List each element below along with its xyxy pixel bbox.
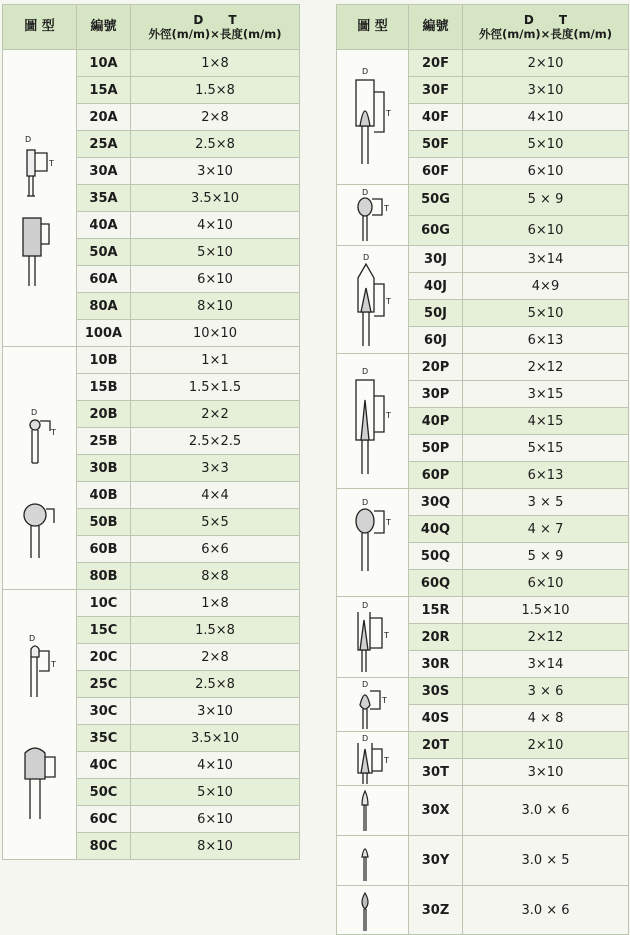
item-code: 20F	[409, 50, 463, 77]
diagram-d-label: D	[361, 367, 368, 376]
item-code: 40A	[77, 212, 131, 239]
item-size: 3.0 × 5	[463, 836, 629, 886]
item-size: 1.5×10	[463, 597, 629, 624]
item-code: 40J	[409, 273, 463, 300]
item-size: 3×10	[463, 759, 629, 786]
diagram-d-label: D	[28, 634, 35, 643]
shape-group-q	[337, 489, 409, 597]
item-code: 15B	[77, 374, 131, 401]
item-size: 3×3	[131, 455, 300, 482]
drill-bit-ball-icon	[5, 353, 75, 583]
item-code: 50G	[409, 185, 463, 216]
diagram-d-label: D	[361, 497, 368, 507]
diagram-d-label: D	[361, 601, 368, 610]
item-code: 20T	[409, 732, 463, 759]
item-code: 30J	[409, 246, 463, 273]
drill-bit-cylinder-icon	[5, 58, 75, 338]
drill-bit-pointed-icon	[338, 356, 408, 486]
item-size: 2×12	[463, 354, 629, 381]
diagram-t-label: T	[50, 660, 56, 669]
item-size: 5×10	[131, 779, 300, 806]
item-code: 60A	[77, 266, 131, 293]
diagram-d-label: D	[361, 188, 368, 197]
item-code: 40F	[409, 104, 463, 131]
item-size: 2.5×8	[131, 131, 300, 158]
item-size: 8×8	[131, 563, 300, 590]
item-code: 50Q	[409, 543, 463, 570]
diagram-d-label: D	[30, 408, 37, 417]
item-size: 2×8	[131, 104, 300, 131]
diagram-d-label: D	[24, 135, 31, 144]
shape-group-c	[3, 590, 77, 860]
header-size	[131, 5, 300, 50]
header-code: 編號	[77, 5, 131, 50]
item-size: 2×2	[131, 401, 300, 428]
item-code: 10A	[77, 50, 131, 77]
header-shape: 圖 型	[337, 5, 409, 50]
item-size: 1×8	[131, 50, 300, 77]
item-code: 25C	[77, 671, 131, 698]
item-size: 3.0 × 6	[463, 886, 629, 935]
header-d: D	[523, 13, 534, 27]
item-size: 6×13	[463, 327, 629, 354]
item-size: 2×10	[463, 732, 629, 759]
header-shape: 圖 型	[3, 5, 77, 50]
item-code: 20C	[77, 644, 131, 671]
item-size: 4 × 8	[463, 705, 629, 732]
item-code: 60B	[77, 536, 131, 563]
item-size: 3 × 6	[463, 678, 629, 705]
shape-x	[337, 786, 409, 836]
shape-group-j	[337, 246, 409, 354]
item-code: 20P	[409, 354, 463, 381]
drill-bit-cone-icon	[338, 248, 408, 352]
item-size: 4×10	[463, 104, 629, 131]
diagram-t-label: T	[385, 296, 391, 306]
header-size	[463, 5, 629, 50]
item-code: 30Y	[409, 836, 463, 886]
item-size: 3.5×10	[131, 725, 300, 752]
spec-table-left	[2, 4, 300, 860]
item-size: 2×10	[463, 50, 629, 77]
drill-bit-rounded-icon	[5, 597, 75, 852]
diagram-t-label: T	[50, 428, 56, 437]
header-code: 編號	[409, 5, 463, 50]
shape-group-a	[3, 50, 77, 347]
item-size: 3.5×10	[131, 185, 300, 212]
item-code: 40P	[409, 408, 463, 435]
drill-bit-tree-icon	[338, 733, 408, 785]
item-code: 80A	[77, 293, 131, 320]
item-size: 3×14	[463, 651, 629, 678]
item-size: 4×10	[131, 752, 300, 779]
diagram-t-label: T	[385, 517, 391, 527]
item-size: 1×1	[131, 347, 300, 374]
spec-table-right	[336, 4, 629, 935]
item-code: 80C	[77, 833, 131, 860]
item-size: 2×8	[131, 644, 300, 671]
item-code: 30A	[77, 158, 131, 185]
drill-bit-oval-icon	[338, 491, 408, 595]
drill-bit-egg-icon	[338, 185, 408, 245]
shape-group-s	[337, 678, 409, 732]
item-code: 60G	[409, 215, 463, 246]
item-code: 10C	[77, 590, 131, 617]
drill-bit-needle-icon	[338, 787, 408, 835]
header-size-label: 外徑(m/m)×長度(m/m)	[148, 27, 282, 41]
item-size: 5×15	[463, 435, 629, 462]
item-size: 4×9	[463, 273, 629, 300]
header-size-label: 外徑(m/m)×長度(m/m)	[479, 27, 612, 41]
shape-group-f	[337, 50, 409, 185]
item-size: 1.5×1.5	[131, 374, 300, 401]
item-size: 3×10	[131, 158, 300, 185]
item-size: 3×10	[131, 698, 300, 725]
drill-bit-flame-icon	[338, 52, 408, 182]
item-code: 60Q	[409, 570, 463, 597]
shape-group-g	[337, 185, 409, 246]
item-size: 6×10	[463, 158, 629, 185]
drill-bit-flame-tip-icon	[338, 887, 408, 933]
item-code: 60C	[77, 806, 131, 833]
item-code: 30B	[77, 455, 131, 482]
item-size: 4×10	[131, 212, 300, 239]
item-code: 50B	[77, 509, 131, 536]
item-code: 30C	[77, 698, 131, 725]
item-code: 60J	[409, 327, 463, 354]
item-size: 1×8	[131, 590, 300, 617]
item-code: 15A	[77, 77, 131, 104]
item-code: 50C	[77, 779, 131, 806]
item-size: 10×10	[131, 320, 300, 347]
shape-y	[337, 836, 409, 886]
diagram-d-label: D	[361, 67, 368, 76]
shape-group-p	[337, 354, 409, 489]
diagram-t-label: T	[48, 159, 54, 168]
item-code: 20B	[77, 401, 131, 428]
item-size: 2.5×2.5	[131, 428, 300, 455]
item-code: 15C	[77, 617, 131, 644]
header-t: T	[558, 13, 568, 27]
shape-group-r	[337, 597, 409, 678]
item-code: 25B	[77, 428, 131, 455]
item-code: 30P	[409, 381, 463, 408]
drill-bit-taper-icon	[338, 598, 408, 676]
item-code: 50F	[409, 131, 463, 158]
item-size: 3 × 5	[463, 489, 629, 516]
item-code: 50A	[77, 239, 131, 266]
diagram-t-label: T	[385, 411, 391, 420]
item-size: 5 × 9	[463, 543, 629, 570]
item-code: 80B	[77, 563, 131, 590]
header-t: T	[228, 13, 237, 27]
item-size: 1.5×8	[131, 77, 300, 104]
item-code: 30R	[409, 651, 463, 678]
item-size: 1.5×8	[131, 617, 300, 644]
item-code: 20A	[77, 104, 131, 131]
item-code: 40Q	[409, 516, 463, 543]
item-code: 30Z	[409, 886, 463, 935]
shape-z	[337, 886, 409, 935]
item-size: 3×14	[463, 246, 629, 273]
diagram-t-label: T	[383, 631, 389, 640]
diagram-t-label: T	[385, 109, 391, 118]
drill-bit-bud-icon	[338, 679, 408, 731]
item-size: 6×10	[463, 570, 629, 597]
diagram-d-label: D	[362, 252, 369, 262]
item-size: 5×10	[131, 239, 300, 266]
item-size: 3×10	[463, 77, 629, 104]
item-size: 2×12	[463, 624, 629, 651]
item-size: 3×15	[463, 381, 629, 408]
diagram-d-label: D	[361, 679, 368, 689]
item-size: 2.5×8	[131, 671, 300, 698]
item-code: 30F	[409, 77, 463, 104]
item-code: 60P	[409, 462, 463, 489]
item-size: 4×15	[463, 408, 629, 435]
item-code: 100A	[77, 320, 131, 347]
item-size: 4×4	[131, 482, 300, 509]
item-code: 30Q	[409, 489, 463, 516]
item-code: 35A	[77, 185, 131, 212]
item-size: 5×10	[463, 300, 629, 327]
item-code: 50J	[409, 300, 463, 327]
item-size: 5×5	[131, 509, 300, 536]
item-size: 3.0 × 6	[463, 786, 629, 836]
drill-bit-bullet-icon	[338, 837, 408, 885]
item-code: 60F	[409, 158, 463, 185]
item-code: 30T	[409, 759, 463, 786]
item-code: 30S	[409, 678, 463, 705]
diagram-t-label: T	[383, 755, 389, 765]
item-code: 35C	[77, 725, 131, 752]
item-code: 30X	[409, 786, 463, 836]
diagram-d-label: D	[361, 733, 368, 743]
item-code: 15R	[409, 597, 463, 624]
item-size: 6×10	[131, 806, 300, 833]
header-d: D	[193, 13, 204, 27]
item-code: 40B	[77, 482, 131, 509]
item-size: 4 × 7	[463, 516, 629, 543]
item-size: 8×10	[131, 293, 300, 320]
shape-group-b	[3, 347, 77, 590]
diagram-t-label: T	[381, 695, 387, 705]
item-code: 50P	[409, 435, 463, 462]
item-code: 25A	[77, 131, 131, 158]
item-code: 40C	[77, 752, 131, 779]
item-size: 5×10	[463, 131, 629, 158]
item-code: 20R	[409, 624, 463, 651]
item-size: 6×6	[131, 536, 300, 563]
item-size: 8×10	[131, 833, 300, 860]
item-size: 6×10	[131, 266, 300, 293]
item-size: 6×13	[463, 462, 629, 489]
item-code: 40S	[409, 705, 463, 732]
shape-group-t	[337, 732, 409, 786]
item-size: 6×10	[463, 215, 629, 246]
item-code: 10B	[77, 347, 131, 374]
diagram-t-label: T	[383, 204, 389, 213]
item-size: 5 × 9	[463, 185, 629, 216]
